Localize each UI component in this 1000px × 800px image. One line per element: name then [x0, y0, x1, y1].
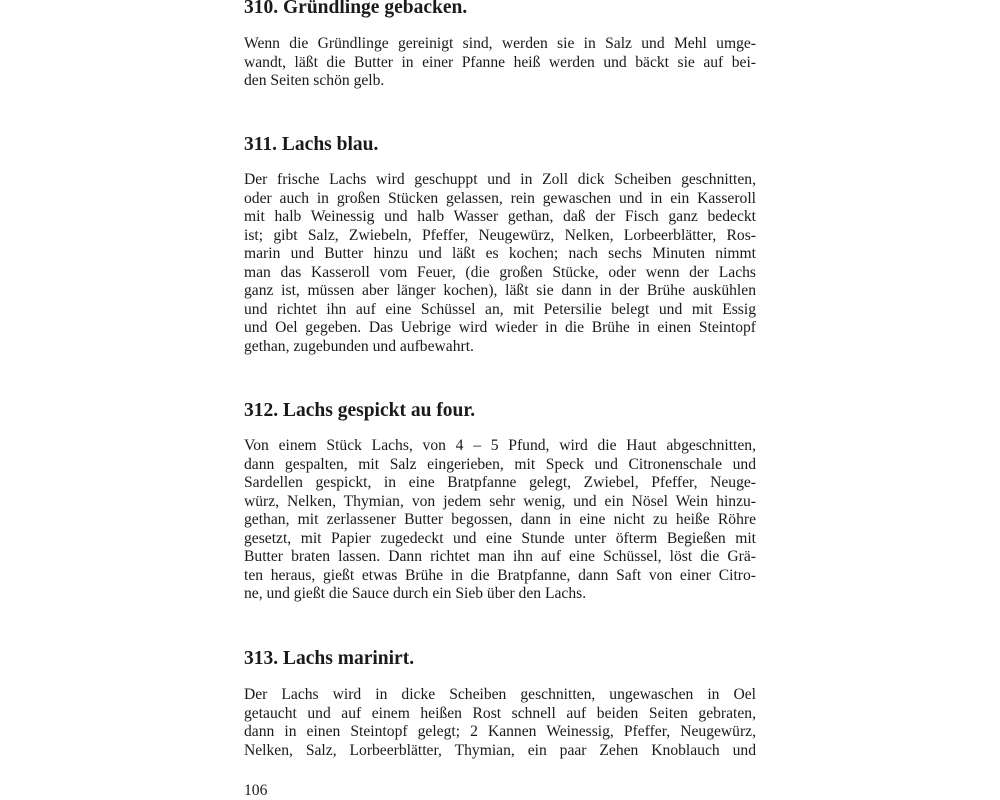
text-line: und Oel gegeben. Das Uebrige wird wieder in die Brühe in einen Steintopf	[244, 319, 756, 336]
recipe-313-text	[244, 686, 756, 760]
text-line: wandt, läßt die Butter in einer Pfanne heiß werden und bäckt sie auf bei-	[244, 53, 756, 71]
text-line: und richtet ihn auf eine Schüssel an, mit Petersilie belegt und mit Essig	[244, 300, 756, 318]
recipe-313-title: 313. Lachs marinirt.	[244, 648, 415, 669]
text-line: Wenn die Gründlinge gereinigt sind, werden sie in Salz und Mehl umge-	[244, 35, 756, 52]
recipe-310-text	[244, 35, 756, 91]
text-line: ten heraus, gießt etwas Brühe in die Bratpfanne, dann Saft von einer Citro-	[244, 566, 756, 584]
text-line: marin und Butter hinzu und läßt es kochen; nach sechs Minuten nimmt	[244, 245, 756, 262]
text-line: Der Lachs wird in dicke Scheiben geschnitten, ungewaschen in Oel	[244, 686, 756, 703]
text-line: ganz ist, müssen aber länger kochen), läßt sie dann in der Brühe auskühlen	[244, 282, 756, 299]
recipe-311-title: 311. Lachs blau.	[244, 134, 379, 155]
book-page	[244, 0, 756, 800]
recipe-312-title: 312. Lachs gespickt au four.	[244, 400, 476, 421]
text-line: den Seiten schön gelb.	[244, 72, 385, 89]
text-line: mit halb Weinessig und halb Wasser gethan, daß der Fisch ganz bedeckt	[244, 208, 756, 225]
text-line: Sardellen gespickt, in eine Bratpfanne gelegt, Zwiebel, Pfeffer, Neuge-	[244, 474, 756, 491]
text-line: Nelken, Salz, Lorbeerblätter, Thymian, ein paar Zehen Knoblauch und	[244, 741, 756, 759]
recipe-311-text	[244, 171, 756, 356]
page-number: 106	[244, 782, 268, 799]
text-line: gesetzt, mit Papier zugedeckt und eine Stunde unter öfterm Begießen mit	[244, 529, 756, 547]
recipe-312-text	[244, 437, 756, 604]
text-line: Der frische Lachs wird geschuppt und in Zoll dick Scheiben geschnitten,	[244, 171, 756, 188]
text-line: Von einem Stück Lachs, von 4 – 5 Pfund, wird die Haut abgeschnitten,	[244, 437, 756, 454]
text-line: oder auch in großen Stücken gelassen, rein gewaschen und in ein Kasseroll	[244, 189, 756, 207]
text-line: man das Kasseroll vom Feuer, (die großen Stücke, oder wenn der Lachs	[244, 263, 756, 281]
text-line: ist; gibt Salz, Zwiebeln, Pfeffer, Neugewürz, Nelken, Lorbeerblätter, Ros-	[244, 226, 756, 244]
text-line: ne, und gießt die Sauce durch ein Sieb über den Lachs.	[244, 585, 587, 602]
recipe-310-title: 310. Gründlinge gebacken.	[244, 0, 468, 18]
text-line: gethan, mit zerlassener Butter begossen, dann in eine nicht zu heiße Röhre	[244, 511, 756, 528]
text-line: dann in einen Steintopf gelegt; 2 Kannen Weinessig, Pfeffer, Neugewürz,	[244, 723, 756, 740]
text-line: dann gespalten, mit Salz eingerieben, mit Speck und Citronenschale und	[244, 455, 756, 473]
text-line: würz, Nelken, Thymian, von jedem sehr wenig, und ein Nösel Wein hinzu-	[244, 492, 756, 510]
text-line: Butter braten lassen. Dann richtet man ihn auf eine Schüssel, löst die Grä-	[244, 548, 756, 565]
text-line: gethan, zugebunden und aufbewahrt.	[244, 337, 474, 355]
text-line: getaucht und auf einem heißen Rost schnell auf beiden Seiten gebraten,	[244, 704, 756, 722]
